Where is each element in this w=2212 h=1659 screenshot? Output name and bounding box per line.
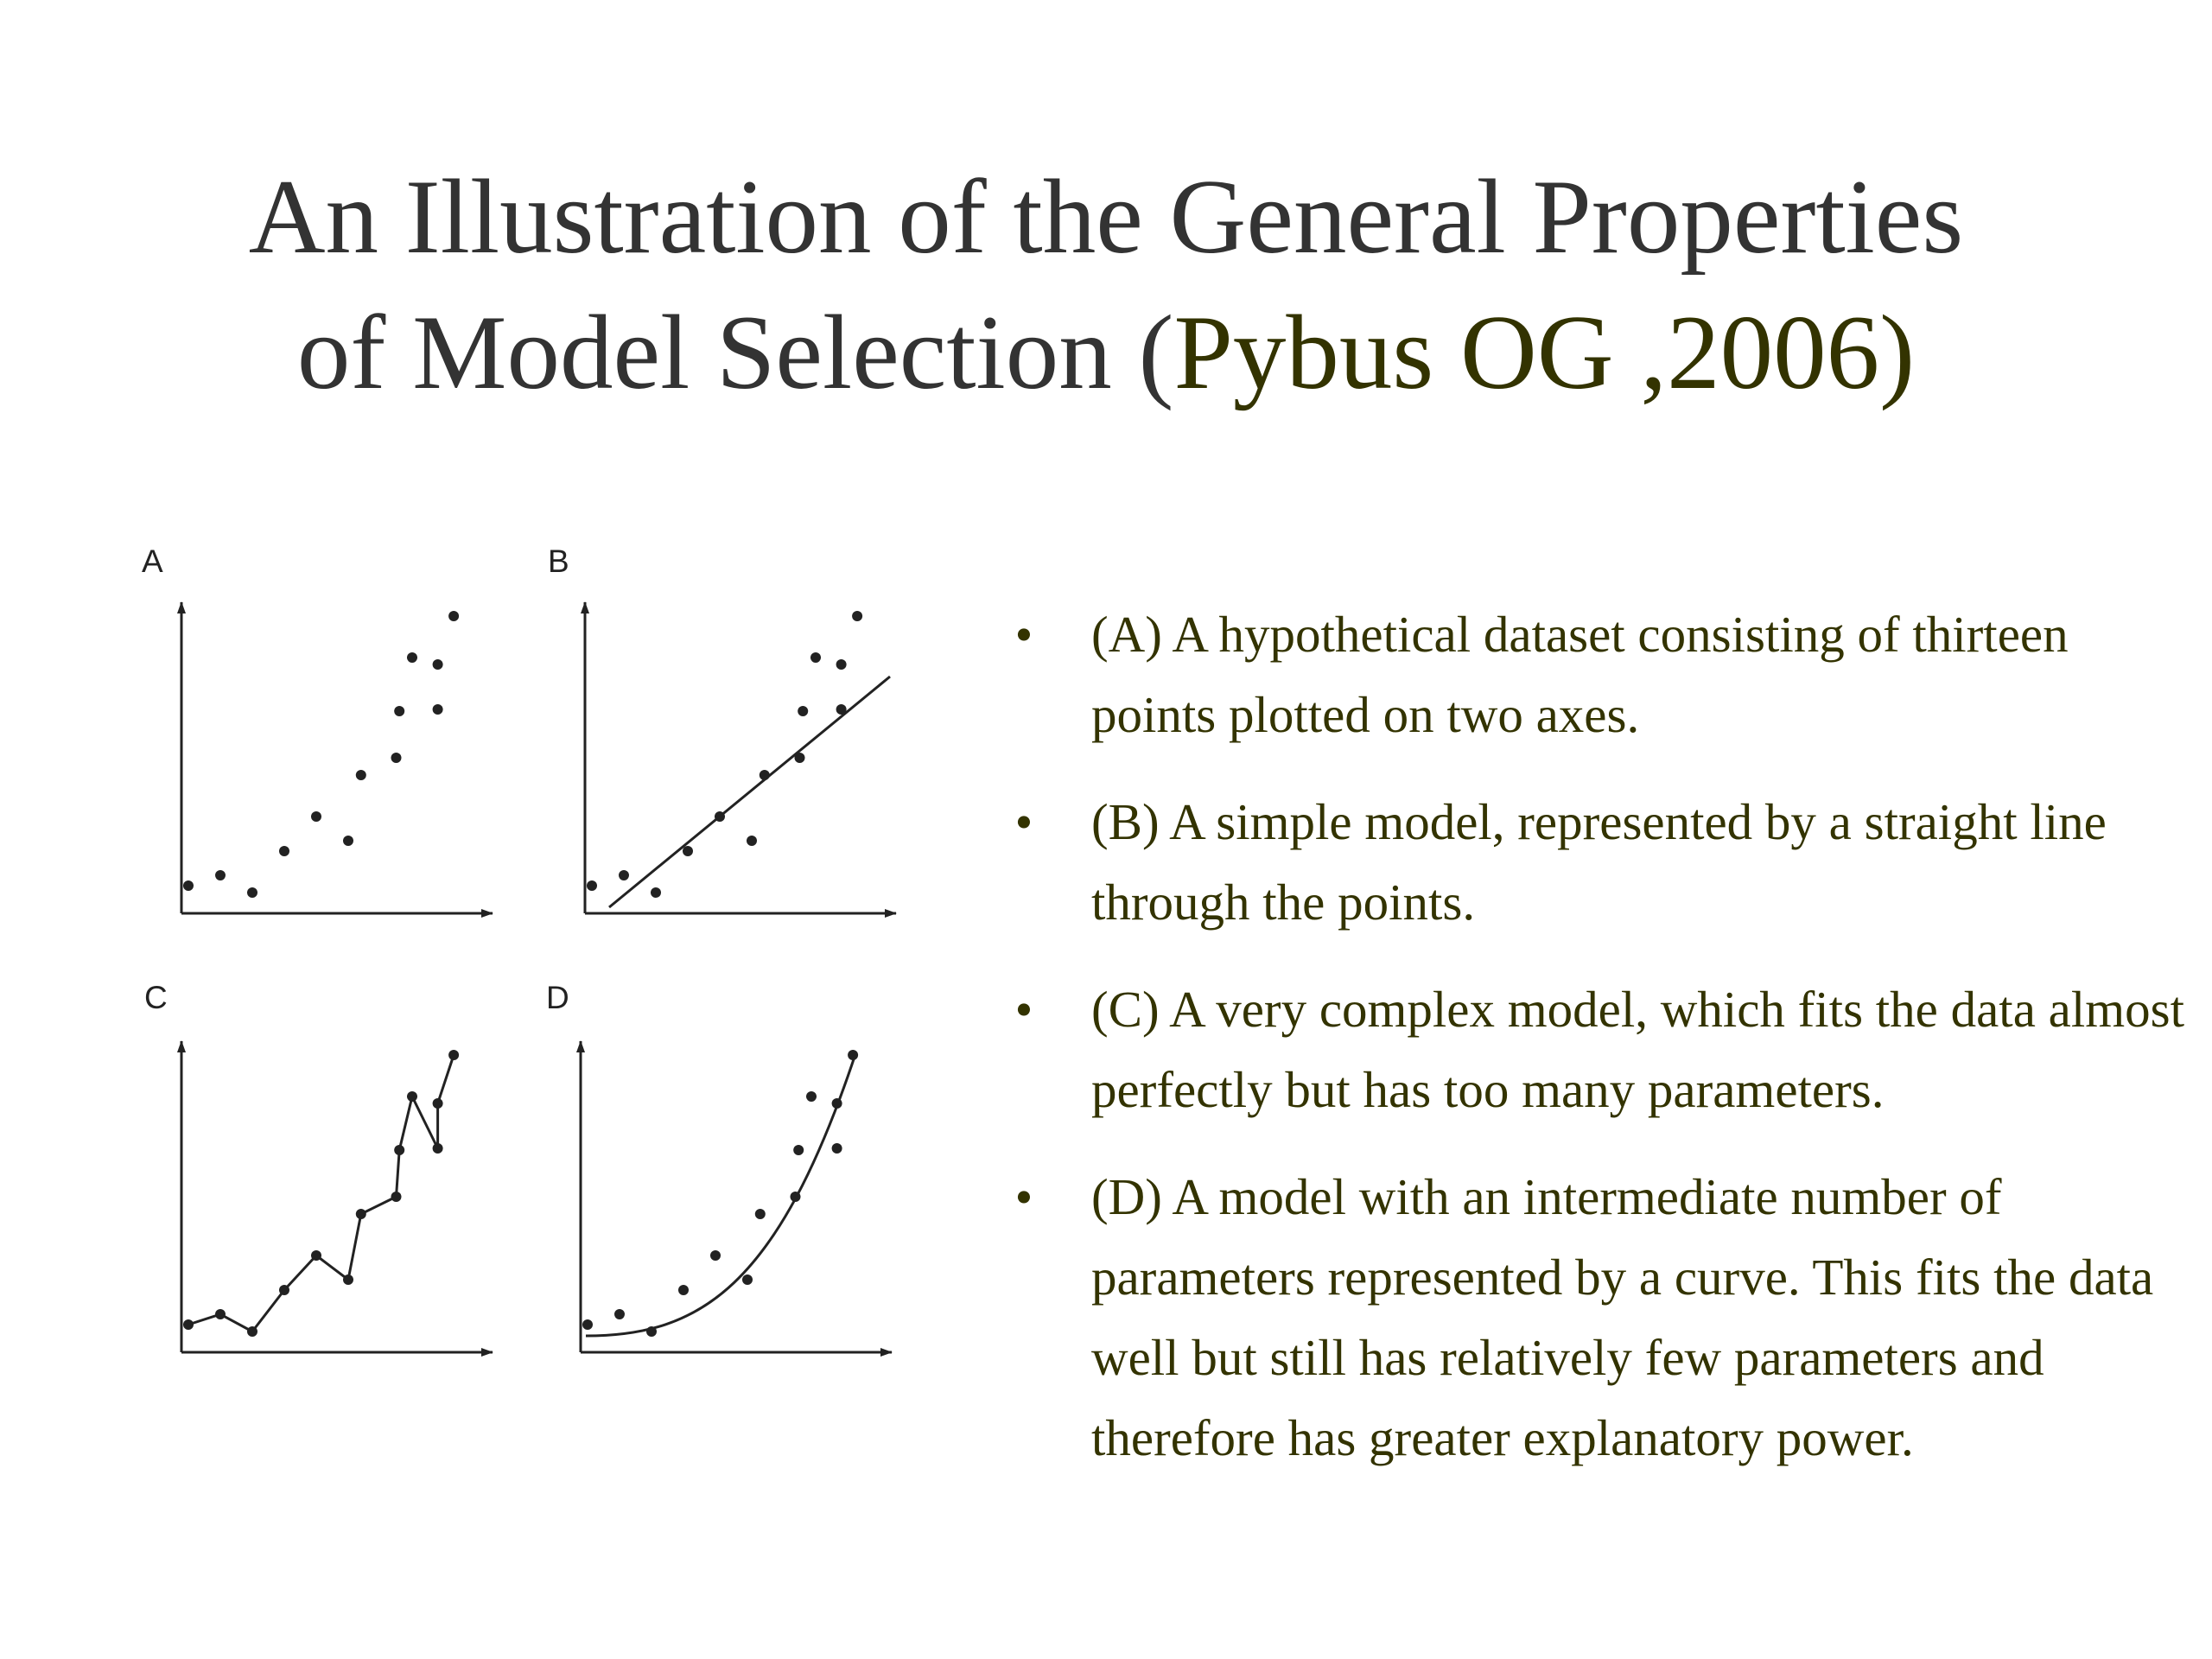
data-point	[394, 1145, 404, 1155]
bullet-item-b	[1007, 782, 2190, 943]
data-point	[247, 1326, 257, 1337]
data-point	[587, 880, 597, 891]
panel-b-letter: B	[548, 543, 569, 579]
data-point	[407, 652, 417, 663]
data-point	[848, 1050, 858, 1060]
bullet-text: (D) A model with an intermediate number of parameters represented by a curve. This fits the data well but still has relatively few parameters and therefore has greater explanatory power.	[1091, 1168, 2154, 1466]
data-point	[448, 1050, 459, 1060]
data-point	[755, 1209, 766, 1219]
data-point	[311, 1250, 321, 1261]
data-point	[433, 1143, 443, 1154]
panel-b	[548, 543, 896, 913]
bullet-mark: •	[1014, 981, 1033, 1038]
data-point	[215, 870, 226, 880]
model-selection-figure	[0, 0, 950, 1469]
data-point	[343, 1274, 353, 1285]
bullet-text: (A) A hypothetical dataset consisting of thirteen points plotted on two axes.	[1091, 606, 2069, 743]
data-point	[433, 1098, 443, 1109]
panel-c-data-points	[183, 1050, 459, 1337]
data-point	[710, 1250, 721, 1261]
data-point	[832, 1098, 842, 1109]
data-point	[183, 1319, 194, 1330]
data-point	[448, 611, 459, 621]
title-citation: Pybus OG ,2006)	[1173, 293, 1916, 411]
data-point	[852, 611, 862, 621]
panel-d	[546, 980, 892, 1352]
data-point	[311, 811, 321, 822]
bullet-text: (B) A simple model, represented by a straight line through the points.	[1091, 793, 2107, 931]
data-point	[795, 753, 805, 763]
data-point	[646, 1326, 657, 1337]
panel-c-letter: C	[144, 980, 168, 1015]
data-point	[678, 1285, 689, 1295]
data-point	[356, 1209, 366, 1219]
data-point	[791, 1192, 801, 1202]
data-point	[614, 1309, 625, 1319]
data-point	[582, 1319, 593, 1330]
data-point	[391, 1192, 402, 1202]
data-point	[433, 704, 443, 715]
data-point	[279, 846, 289, 856]
data-point	[836, 659, 847, 670]
data-point	[394, 706, 404, 716]
bullet-mark: •	[1014, 606, 1033, 663]
data-point	[793, 1145, 804, 1155]
panel-b-data-points	[587, 611, 862, 898]
data-point	[836, 704, 847, 715]
data-point	[619, 870, 629, 880]
data-point	[343, 836, 353, 846]
data-point	[683, 846, 693, 856]
bullet-mark: •	[1014, 1168, 1033, 1225]
data-point	[247, 887, 257, 898]
data-point	[279, 1285, 289, 1295]
data-point	[747, 836, 757, 846]
bullet-item-a	[1007, 594, 2190, 755]
bullet-text: (C) A very complex model, which fits the data almost perfectly but has too many parameters.	[1091, 981, 2184, 1118]
title-line-2-prefix: of Model Selection (	[296, 293, 1174, 411]
data-point	[183, 880, 194, 891]
title-line-1: An Illustration of the General Properties	[248, 157, 1964, 276]
panel-b-straight-line-model	[609, 677, 890, 907]
bullet-mark: •	[1014, 793, 1033, 850]
data-point	[356, 770, 366, 780]
data-point	[806, 1091, 817, 1102]
panel-a-letter: A	[142, 543, 163, 579]
bullet-item-d	[1007, 1157, 2190, 1478]
bullet-list	[1007, 594, 2190, 1505]
data-point	[810, 652, 821, 663]
bullet-item-c	[1007, 969, 2190, 1130]
data-point	[798, 706, 808, 716]
panel-d-letter: D	[546, 980, 569, 1015]
data-point	[760, 770, 770, 780]
data-point	[391, 753, 402, 763]
data-point	[215, 1309, 226, 1319]
data-point	[651, 887, 661, 898]
panel-c	[144, 980, 493, 1352]
data-point	[742, 1274, 753, 1285]
panel-a-data-points	[183, 611, 459, 898]
data-point	[407, 1091, 417, 1102]
data-point	[433, 659, 443, 670]
panel-a	[142, 543, 493, 913]
data-point	[832, 1143, 842, 1154]
data-point	[715, 811, 725, 822]
